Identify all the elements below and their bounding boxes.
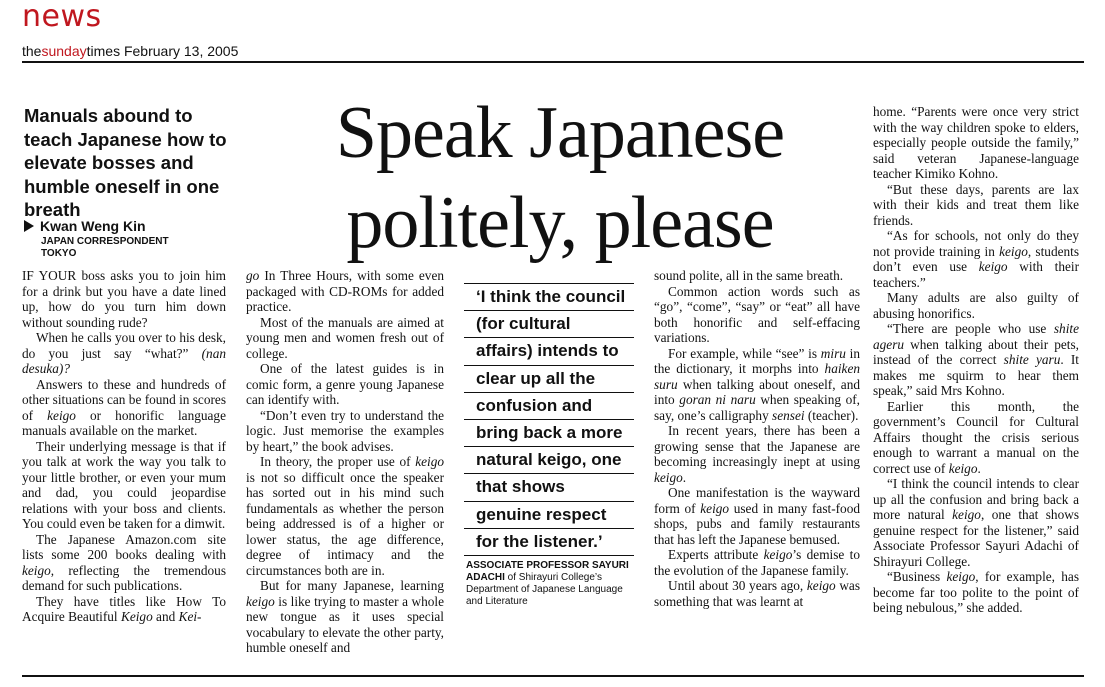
italic-term: keigo — [978, 259, 1008, 274]
author-name: Kwan Weng Kin — [40, 218, 146, 234]
text-run: Answers to these and hundreds of other situations can be found in scores of — [22, 376, 226, 423]
article-column-3 — [654, 268, 860, 609]
brand-times: times — [86, 43, 121, 59]
article-paragraph — [654, 547, 860, 578]
pull-quote-line: for the listener.’ — [464, 529, 634, 556]
pull-quote-line: that shows — [464, 474, 634, 501]
italic-term: keigo — [952, 507, 981, 522]
text-run: In theory, the proper use of — [260, 454, 416, 469]
text-run: , reflecting the tremendous demand for such publications. — [22, 562, 226, 593]
text-run: IF YOUR boss asks you to join him for a drink but you have a date lined up, how do you turn him down without sounding rude? — [22, 268, 226, 330]
article-deck: Manuals abound to teach Japanese how to elevate bosses and humble oneself in one breath — [24, 105, 227, 220]
article-paragraph — [246, 578, 444, 656]
text-run: When he calls you over to his desk, do you just say “what?” — [22, 330, 226, 361]
article-paragraph — [22, 532, 226, 594]
article-paragraph — [22, 594, 226, 625]
italic-term: haiken suru — [654, 361, 860, 392]
pull-quote-line: confusion and — [464, 393, 634, 420]
article-paragraph — [22, 330, 226, 377]
article-paragraph — [22, 377, 226, 439]
text-run: Many adults are also guilty of abusing honorifics. — [873, 290, 1079, 321]
text-run: Until about 30 years ago, — [668, 578, 807, 593]
article-paragraph — [654, 346, 860, 424]
text-run: “But these days, parents are lax with their kids and treat them like friends. — [873, 181, 1079, 228]
italic-term: keigo — [22, 562, 51, 578]
brand-sunday: sunday — [41, 43, 87, 59]
italic-term: go — [246, 268, 260, 283]
article-paragraph — [22, 439, 226, 532]
article-paragraph — [246, 268, 444, 315]
italic-term: keigo — [999, 243, 1028, 259]
text-run: “As for schools, not only do they not provide training in — [873, 228, 1079, 259]
dateline — [22, 43, 238, 59]
text-run: . It makes me squirm to hear them speak,” said Mrs Kohno. — [873, 352, 1079, 398]
article-paragraph — [873, 476, 1079, 569]
text-run: is like trying to master a whole new tongue as it uses special vocabulary to elevate the other party, humble oneself and — [246, 593, 444, 655]
top-rule — [22, 61, 1084, 63]
italic-term: sensei — [772, 407, 805, 423]
byline — [24, 218, 244, 260]
attribution-name: ASSOCIATE PROFESSOR SAYURI ADACHI — [466, 560, 629, 583]
italic-term: keigo — [948, 460, 978, 476]
italic-term: keigo — [946, 569, 976, 584]
text-run: home. “Parents were once very strict with the way children spoke to elders, especially people outside the family,” said veteran Japanese-language teacher Kimiko Kohno. — [873, 104, 1079, 181]
article-paragraph — [246, 361, 444, 408]
text-run: sound polite, all in the same breath. — [654, 268, 844, 283]
article-paragraph — [873, 228, 1079, 290]
text-run: . — [682, 469, 687, 485]
text-run: “I think the council intends to clear up all the confusion and bring back a more natural — [873, 476, 1079, 522]
headline-line-1: Speak Japanese — [335, 92, 785, 174]
pull-quote-line: natural keigo, one — [464, 447, 634, 474]
byline-arrow-icon — [24, 220, 34, 232]
italic-term: Kei- — [178, 609, 202, 624]
article-paragraph — [246, 408, 444, 455]
italic-term: keigo — [700, 500, 730, 516]
article-column-2 — [246, 268, 444, 656]
text-run: ’s demise to the evolution of the Japanese family. — [654, 547, 860, 578]
article-paragraph — [873, 290, 1079, 321]
text-run: One of the latest guides is in comic form, a genre young Japanese can identify with. — [246, 361, 444, 407]
pull-quote-line: clear up all the — [464, 366, 634, 393]
article-column-1 — [22, 268, 226, 625]
pull-quote-line: genuine respect — [464, 502, 634, 529]
italic-term: miru — [820, 345, 846, 361]
bottom-rule — [22, 675, 1084, 677]
text-run: The Japanese Amazon.com site lists some 200 books dealing with — [22, 531, 226, 562]
italic-term: (nan desuka)? — [22, 345, 226, 376]
text-run: (teacher). — [804, 407, 859, 423]
text-run: . — [977, 460, 981, 476]
text-run: In Three Hours, with some even packaged with CD-ROMs for added practice. — [246, 268, 444, 314]
text-run: “Don’t even try to understand the logic. Just memorise the examples by heart,” the book advises. — [246, 407, 444, 454]
italic-term: goran ni naru — [679, 392, 756, 407]
pull-quote-line: ‘I think the council — [464, 284, 634, 311]
text-run: when speaking of, say, one’s calligraphy — [654, 392, 860, 423]
text-run: One manifestation is the wayward form of — [654, 485, 860, 516]
publication-date: February 13, 2005 — [123, 43, 239, 59]
text-run: “There are people who use — [887, 321, 1054, 336]
article-column-4 — [873, 104, 1079, 616]
article-paragraph — [654, 578, 860, 609]
article-paragraph — [873, 104, 1079, 182]
text-run: Earlier this month, the government’s Council for Cultural Affairs thought the crisis serious enough to warrant a manual on the correct use of — [873, 398, 1079, 476]
italic-term: Keigo — [120, 609, 153, 624]
author-location: TOKYO — [41, 248, 77, 259]
article-paragraph — [654, 284, 860, 346]
pull-quote-line: bring back a more — [464, 420, 634, 447]
pull-quote-line: (for cultural — [464, 311, 634, 338]
italic-term: shite ageru — [873, 321, 1079, 352]
pull-quote-line: affairs) intends to — [464, 338, 634, 365]
italic-term: keigo — [763, 547, 793, 562]
text-run: and — [152, 609, 179, 624]
article-paragraph — [873, 569, 1079, 616]
text-run: or honorific language manuals available on the market. — [22, 407, 226, 438]
text-run: used in many fast-food shops, pubs and family restaurants that has left the Japanese bemused. — [654, 500, 860, 547]
brand-the: the — [22, 43, 42, 59]
article-paragraph — [654, 423, 860, 485]
text-run: in the dictionary, it morphs into — [654, 345, 860, 376]
pull-quote-lines — [464, 283, 634, 556]
text-run: Their underlying message is that if you talk at work the way you talk to your little brother, or even your mum and dad, you could jeopardise relations with your boss and clients. You could even be taken for a dimwit. — [22, 438, 226, 531]
text-run: “Business — [887, 569, 947, 584]
author-role: JAPAN CORRESPONDENT — [41, 236, 169, 247]
text-run: But for many Japanese, learning — [260, 578, 444, 593]
italic-term: keigo — [246, 593, 275, 609]
text-run: is not so difficult once the speaker has sorted out in his mind such fundamentals as whether the person being addressed is of a higher or lower status, the age difference, degree of intimacy and the circumstances both are in. — [246, 469, 444, 578]
article-paragraph — [873, 399, 1079, 477]
article-paragraph — [22, 268, 226, 330]
text-run: For example, while “see” is — [668, 345, 821, 361]
article-paragraph — [654, 268, 860, 284]
headline — [270, 88, 850, 268]
italic-term: shite yaru — [1003, 352, 1061, 367]
section-title: news — [22, 0, 102, 34]
text-run: , students don’t even use — [873, 243, 1080, 274]
text-run: Most of the manuals are aimed at young men and women fresh out of college. — [246, 314, 444, 361]
text-run: with their teachers.” — [873, 259, 1079, 290]
text-run: was something that was learnt at — [654, 578, 860, 609]
headline-line-2: politely, please — [346, 182, 774, 264]
article-paragraph — [246, 315, 444, 362]
text-run: , one that shows genuine respect for the listener,” said Associate Professor Sayuri Adachi of Shirayuri College. — [873, 507, 1079, 569]
italic-term: keigo — [654, 469, 683, 485]
text-run: They have titles like How To Acquire Beautiful — [22, 593, 226, 624]
text-run: Experts attribute — [668, 547, 764, 562]
pull-quote — [464, 283, 634, 556]
text-run: when talking about oneself, and into — [654, 376, 860, 407]
article-paragraph — [873, 321, 1079, 399]
text-run: Common action words such as “go”, “come”, “say” or “eat” all have both honorific and self-effacing variations. — [654, 283, 860, 345]
pull-quote-attribution — [466, 560, 638, 608]
attribution-affiliation: of Shirayuri College’s Department of Japanese Language and Literature — [466, 572, 623, 607]
text-run: In recent years, there has been a growing sense that the Japanese are becoming increasingly inept at using — [654, 423, 860, 469]
text-run: when talking about their pets, instead of the correct — [873, 336, 1079, 367]
article-paragraph — [654, 485, 860, 547]
italic-term: keigo — [806, 578, 836, 593]
article-paragraph — [873, 182, 1079, 229]
article-paragraph — [246, 454, 444, 578]
italic-term: keigo — [415, 454, 444, 469]
italic-term: keigo — [47, 407, 76, 423]
text-run: , for example, has become far too polite to the point of being nebulous,” she added. — [873, 569, 1080, 615]
